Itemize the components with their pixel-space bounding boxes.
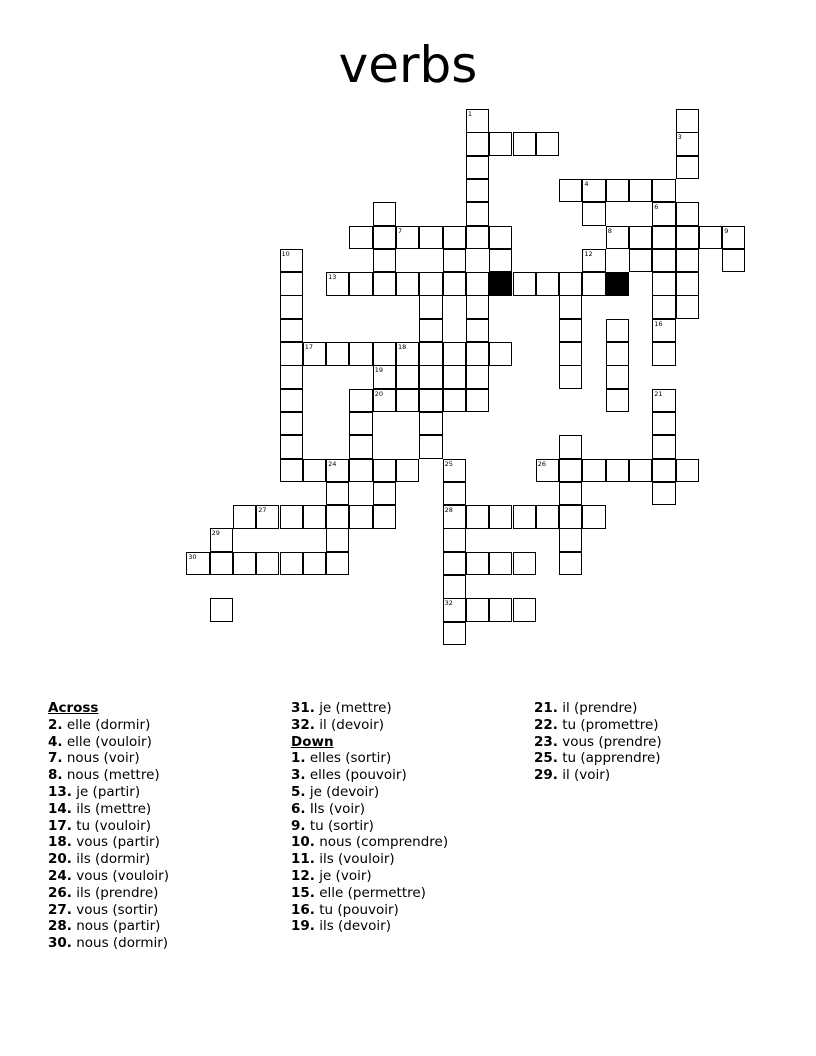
grid-cell[interactable]	[349, 435, 372, 459]
grid-cell[interactable]	[629, 459, 652, 483]
grid-cell[interactable]	[652, 435, 675, 459]
grid-cell[interactable]	[443, 482, 466, 506]
down-clue-list	[291, 750, 448, 935]
grid-cell[interactable]	[419, 389, 442, 413]
grid-cell[interactable]	[280, 459, 303, 483]
clue-item-text: nous (partir)	[71, 918, 161, 935]
clue-number: 10	[281, 249, 290, 258]
clue-item-text: elle (vouloir)	[62, 733, 152, 750]
clue-item	[534, 734, 662, 751]
grid-cell[interactable]	[373, 459, 396, 483]
grid-cell[interactable]	[559, 435, 582, 459]
grid-cell[interactable]	[652, 295, 675, 319]
clue-item-number: 10.	[291, 834, 315, 851]
clue-item-text: nous (mettre)	[62, 767, 160, 784]
clue-item-number: 7.	[48, 750, 63, 767]
grid-cell[interactable]	[606, 319, 629, 343]
clue-item-number: 16.	[291, 901, 315, 918]
clue-item-number: 31.	[291, 700, 315, 716]
clue-item-text: tu (sortir)	[305, 817, 374, 834]
grid-cell[interactable]	[466, 552, 489, 576]
clue-item-number: 19.	[291, 918, 315, 935]
grid-cell[interactable]	[652, 389, 675, 413]
clue-number: 20	[374, 389, 383, 398]
clue-number: 26	[537, 459, 547, 468]
clue-number: 29	[211, 529, 220, 538]
grid-cell[interactable]	[513, 132, 536, 156]
grid-cell[interactable]	[489, 552, 512, 576]
grid-cell[interactable]	[443, 249, 466, 273]
grid-cell[interactable]	[280, 272, 303, 296]
grid-cell[interactable]	[466, 505, 489, 529]
grid-cell[interactable]	[396, 342, 419, 366]
clue-item-number: 17.	[48, 817, 72, 834]
grid-cell[interactable]	[559, 295, 582, 319]
clue-item-text: ils (dormir)	[71, 851, 151, 868]
grid-cell[interactable]	[466, 226, 489, 250]
clue-item-text: je (partir)	[71, 783, 141, 800]
clue-item	[291, 767, 448, 784]
grid-cell[interactable]	[256, 552, 279, 576]
grid-cell[interactable]	[419, 342, 442, 366]
grid-cell[interactable]	[373, 389, 396, 413]
grid-cell[interactable]	[652, 202, 675, 226]
clues-column-1	[48, 700, 169, 952]
clue-item	[291, 851, 448, 868]
clue-number: 13	[328, 273, 337, 282]
clue-item-text: vous (partir)	[71, 834, 160, 851]
grid-cell[interactable]	[280, 319, 303, 343]
grid-cell[interactable]	[489, 598, 512, 622]
clue-item-text: nous (voir)	[62, 750, 140, 767]
grid-cell[interactable]	[396, 226, 419, 250]
block-cell	[489, 272, 512, 296]
clue-item	[291, 834, 448, 851]
grid-cell[interactable]	[606, 342, 629, 366]
grid-cell[interactable]	[629, 249, 652, 273]
block-cell	[606, 272, 629, 296]
grid-cell[interactable]	[466, 272, 489, 296]
clue-item-text: nous (comprendre)	[314, 834, 449, 851]
grid-cell[interactable]	[466, 389, 489, 413]
grid-cell[interactable]	[676, 156, 699, 180]
grid-cell[interactable]	[652, 226, 675, 250]
grid-cell[interactable]	[652, 412, 675, 436]
clue-item-text: il (devoir)	[314, 716, 384, 733]
grid-cell[interactable]	[443, 505, 466, 529]
grid-cell[interactable]	[652, 179, 675, 203]
grid-cell[interactable]	[559, 528, 582, 552]
grid-cell[interactable]	[466, 202, 489, 226]
clue-item-number: 2.	[48, 716, 63, 733]
grid-cell[interactable]	[280, 412, 303, 436]
grid-cell[interactable]	[373, 342, 396, 366]
grid-cell[interactable]	[676, 249, 699, 273]
grid-cell[interactable]	[349, 342, 372, 366]
grid-cell[interactable]	[466, 156, 489, 180]
clue-item-text: il (prendre)	[557, 700, 638, 716]
grid-cell[interactable]	[466, 179, 489, 203]
clue-item-number: 6.	[291, 800, 306, 817]
clue-item	[291, 784, 448, 801]
grid-cell[interactable]	[466, 342, 489, 366]
clue-item	[291, 918, 448, 935]
grid-cell[interactable]	[443, 342, 466, 366]
clue-item-text: elle (dormir)	[62, 716, 151, 733]
grid-cell[interactable]	[676, 226, 699, 250]
clue-item-text: je (voir)	[314, 867, 372, 884]
grid-cell[interactable]	[443, 272, 466, 296]
grid-cell[interactable]	[652, 319, 675, 343]
grid-cell[interactable]	[396, 389, 419, 413]
clue-item	[48, 717, 169, 734]
clue-number: 21	[654, 389, 663, 398]
grid-cell[interactable]	[280, 365, 303, 389]
clue-item-number: 15.	[291, 884, 315, 901]
grid-cell[interactable]	[582, 505, 605, 529]
grid-cell[interactable]	[303, 552, 326, 576]
clue-item-text: elles (pouvoir)	[305, 767, 407, 784]
grid-cell[interactable]	[443, 365, 466, 389]
grid-cell[interactable]	[326, 528, 349, 552]
clue-item-text: elle (permettre)	[314, 884, 426, 901]
grid-cell[interactable]	[559, 272, 582, 296]
clue-number: 24	[328, 459, 337, 468]
clue-item	[291, 868, 448, 885]
grid-cell[interactable]	[303, 342, 326, 366]
grid-cell[interactable]	[186, 552, 209, 576]
grid-cell[interactable]	[676, 295, 699, 319]
clue-item	[291, 750, 448, 767]
clue-item	[534, 700, 662, 717]
grid-cell[interactable]	[582, 249, 605, 273]
grid-cell[interactable]	[349, 389, 372, 413]
grid-cell[interactable]	[443, 598, 466, 622]
clue-item-number: 29.	[534, 767, 558, 784]
clue-item-number: 3.	[291, 767, 306, 784]
grid-cell[interactable]	[349, 505, 372, 529]
grid-cell[interactable]	[676, 202, 699, 226]
puzzle-title: verbs	[338, 36, 478, 94]
clue-item	[48, 918, 169, 935]
grid-cell[interactable]	[256, 505, 279, 529]
grid-cell[interactable]	[513, 598, 536, 622]
grid-cell[interactable]	[303, 505, 326, 529]
grid-cell[interactable]	[373, 365, 396, 389]
grid-cell[interactable]	[349, 226, 372, 250]
clue-item-number: 27.	[48, 901, 72, 918]
grid-cell[interactable]	[536, 132, 559, 156]
grid-cell[interactable]	[349, 412, 372, 436]
clue-number: 14	[491, 273, 500, 282]
grid-cell[interactable]	[443, 226, 466, 250]
grid-cell[interactable]	[536, 505, 559, 529]
grid-cell[interactable]	[373, 226, 396, 250]
grid-cell[interactable]	[559, 365, 582, 389]
clue-item-text: tu (vouloir)	[71, 817, 152, 834]
grid-cell[interactable]	[629, 226, 652, 250]
grid-cell[interactable]	[606, 459, 629, 483]
grid-cell[interactable]	[536, 459, 559, 483]
grid-cell[interactable]	[489, 505, 512, 529]
clue-item	[291, 717, 448, 734]
clue-number: 30	[188, 552, 197, 561]
grid-cell[interactable]	[443, 575, 466, 599]
clue-item	[48, 750, 169, 767]
grid-cell[interactable]	[559, 179, 582, 203]
clue-item-text: ils (prendre)	[71, 884, 159, 901]
clue-number: 32	[444, 599, 453, 608]
clue-item-number: 14.	[48, 800, 72, 817]
grid-cell[interactable]	[466, 598, 489, 622]
grid-cell[interactable]	[489, 132, 512, 156]
clue-item	[534, 750, 662, 767]
grid-cell[interactable]	[443, 528, 466, 552]
grid-cell[interactable]	[419, 226, 442, 250]
grid-cell[interactable]	[443, 622, 466, 646]
clue-item	[48, 784, 169, 801]
clue-item-number: 30.	[48, 935, 72, 952]
grid-cell[interactable]	[489, 342, 512, 366]
grid-cell[interactable]	[559, 482, 582, 506]
grid-cell[interactable]	[280, 342, 303, 366]
grid-cell[interactable]	[582, 459, 605, 483]
clue-item-number: 26.	[48, 884, 72, 901]
clue-item-text: ils (devoir)	[314, 918, 391, 935]
clue-item	[48, 902, 169, 919]
clue-item-number: 21.	[534, 700, 558, 716]
grid-cell[interactable]	[326, 342, 349, 366]
clue-number: 16	[654, 319, 663, 328]
grid-cell[interactable]	[466, 132, 489, 156]
clue-item-text: il (voir)	[557, 767, 611, 784]
clue-number: 18	[398, 343, 407, 351]
clue-item	[291, 902, 448, 919]
across-clue-list-continued	[291, 700, 448, 734]
grid-cell[interactable]	[280, 389, 303, 413]
grid-cell[interactable]	[443, 552, 466, 576]
clue-item	[48, 767, 169, 784]
clue-item	[48, 734, 169, 751]
grid-cell[interactable]	[606, 226, 629, 250]
clue-item-text: je (devoir)	[305, 783, 380, 800]
grid-cell[interactable]	[326, 505, 349, 529]
clue-number: 12	[584, 249, 593, 258]
clue-number: 4	[584, 179, 589, 188]
clue-item-text: vous (sortir)	[71, 901, 159, 918]
grid-cell[interactable]	[722, 226, 745, 250]
grid-cell[interactable]	[513, 505, 536, 529]
grid-cell[interactable]	[396, 365, 419, 389]
grid-cell[interactable]	[303, 459, 326, 483]
grid-cell[interactable]	[722, 249, 745, 273]
grid-cell[interactable]	[466, 365, 489, 389]
clue-item-text: vous (vouloir)	[71, 867, 169, 884]
grid-cell[interactable]	[652, 249, 675, 273]
grid-cell[interactable]	[233, 552, 256, 576]
clue-number: 25	[444, 459, 453, 468]
clue-item	[48, 935, 169, 952]
clue-item	[291, 700, 448, 717]
grid-cell[interactable]	[652, 342, 675, 366]
grid-cell[interactable]	[489, 249, 512, 273]
grid-cell[interactable]	[582, 272, 605, 296]
grid-cell[interactable]	[466, 295, 489, 319]
grid-cell[interactable]	[419, 412, 442, 436]
clue-item-number: 13.	[48, 783, 72, 800]
clue-item	[48, 801, 169, 818]
clue-number: 19	[374, 366, 383, 375]
grid-cell[interactable]	[466, 319, 489, 343]
grid-cell[interactable]	[513, 272, 536, 296]
grid-cell[interactable]	[326, 459, 349, 483]
grid-cell[interactable]	[373, 505, 396, 529]
clue-number: 9	[724, 226, 729, 235]
grid-cell[interactable]	[606, 365, 629, 389]
grid-cell[interactable]	[443, 389, 466, 413]
grid-cell[interactable]	[210, 528, 233, 552]
grid-cell[interactable]	[373, 249, 396, 273]
clues-column-2	[291, 700, 448, 935]
grid-cell[interactable]	[606, 389, 629, 413]
clue-item-text: tu (promettre)	[557, 716, 659, 733]
grid-cell[interactable]	[419, 435, 442, 459]
grid-cell[interactable]	[489, 226, 512, 250]
clue-item-number: 9.	[291, 817, 306, 834]
clue-number: 1	[467, 110, 473, 118]
grid-cell[interactable]	[652, 459, 675, 483]
grid-cell[interactable]	[280, 505, 303, 529]
grid-cell[interactable]	[676, 132, 699, 156]
clue-item	[48, 885, 169, 902]
clue-item-number: 25.	[534, 750, 558, 767]
clue-item-text: elles (sortir)	[305, 750, 392, 767]
grid-cell[interactable]	[582, 202, 605, 226]
grid-cell[interactable]	[629, 179, 652, 203]
grid-cell[interactable]	[443, 459, 466, 483]
down-clue-list-continued	[534, 700, 662, 784]
clue-number: 3	[677, 133, 682, 142]
clue-item-text: vous (prendre)	[557, 733, 662, 750]
grid-cell[interactable]	[280, 295, 303, 319]
clue-item-number: 1.	[291, 750, 306, 767]
clue-item	[291, 818, 448, 835]
clue-number: 6	[654, 203, 659, 212]
clue-item-number: 32.	[291, 716, 315, 733]
clue-number: 17	[304, 343, 314, 351]
clue-item-text: je (mettre)	[314, 700, 392, 716]
grid-cell[interactable]	[606, 179, 629, 203]
clue-item-number: 23.	[534, 733, 558, 750]
clues-column-3	[534, 700, 662, 784]
grid-cell[interactable]	[536, 272, 559, 296]
grid-cell[interactable]	[280, 435, 303, 459]
clue-number: 8	[607, 226, 612, 235]
clue-item	[291, 885, 448, 902]
clue-item-text: tu (pouvoir)	[314, 901, 399, 918]
clue-item-number: 28.	[48, 918, 72, 935]
clue-item	[48, 818, 169, 835]
grid-cell[interactable]	[676, 459, 699, 483]
grid-cell[interactable]	[349, 272, 372, 296]
clue-item-text: ils (mettre)	[71, 800, 152, 817]
grid-cell[interactable]	[233, 505, 256, 529]
grid-cell[interactable]	[419, 365, 442, 389]
grid-cell[interactable]	[280, 249, 303, 273]
clue-item-number: 18.	[48, 834, 72, 851]
across-heading: Across	[48, 700, 99, 716]
grid-cell[interactable]	[559, 505, 582, 529]
grid-cell[interactable]	[652, 272, 675, 296]
clue-number: 28	[444, 506, 453, 515]
grid-cell[interactable]	[326, 552, 349, 576]
clue-item-text: ils (vouloir)	[314, 851, 395, 868]
grid-cell[interactable]	[676, 109, 699, 133]
grid-cell[interactable]	[582, 179, 605, 203]
grid-cell[interactable]	[559, 459, 582, 483]
clue-item-number: 11.	[291, 851, 315, 868]
clue-number: 7	[398, 226, 403, 235]
clue-item-number: 4.	[48, 733, 63, 750]
clue-item-number: 22.	[534, 716, 558, 733]
grid-cell[interactable]	[373, 482, 396, 506]
grid-cell[interactable]	[676, 272, 699, 296]
grid-cell[interactable]	[373, 272, 396, 296]
grid-cell[interactable]	[699, 226, 722, 250]
clue-item	[48, 851, 169, 868]
grid-cell[interactable]	[652, 482, 675, 506]
clue-item	[534, 717, 662, 734]
clue-item-text: tu (apprendre)	[557, 750, 661, 767]
grid-cell[interactable]	[396, 272, 419, 296]
clue-item-number: 12.	[291, 867, 315, 884]
grid-cell[interactable]	[210, 552, 233, 576]
grid-cell[interactable]	[349, 459, 372, 483]
clue-item-text: nous (dormir)	[71, 935, 169, 952]
clue-item	[534, 767, 662, 784]
grid-cell[interactable]	[466, 109, 489, 133]
grid-cell[interactable]	[559, 342, 582, 366]
clue-item	[48, 868, 169, 885]
clue-item-text: Ils (voir)	[305, 800, 365, 817]
clue-item	[291, 801, 448, 818]
clue-item-number: 5.	[291, 783, 306, 800]
grid-cell[interactable]	[559, 319, 582, 343]
clue-item-number: 20.	[48, 851, 72, 868]
grid-cell[interactable]	[326, 272, 349, 296]
clue-item-number: 24.	[48, 867, 72, 884]
clue-number: 27	[258, 506, 267, 515]
grid-cell[interactable]	[280, 552, 303, 576]
grid-cell[interactable]	[210, 598, 233, 622]
grid-cell[interactable]	[513, 552, 536, 576]
grid-cell[interactable]	[419, 295, 442, 319]
grid-cell[interactable]	[373, 202, 396, 226]
down-heading: Down	[291, 733, 334, 750]
grid-cell[interactable]	[396, 459, 419, 483]
clue-item-number: 8.	[48, 767, 63, 784]
grid-cell[interactable]	[326, 482, 349, 506]
grid-cell[interactable]	[559, 552, 582, 576]
clue-item	[48, 834, 169, 851]
grid-cell[interactable]	[419, 319, 442, 343]
grid-cell[interactable]	[419, 272, 442, 296]
across-clue-list	[48, 717, 169, 952]
